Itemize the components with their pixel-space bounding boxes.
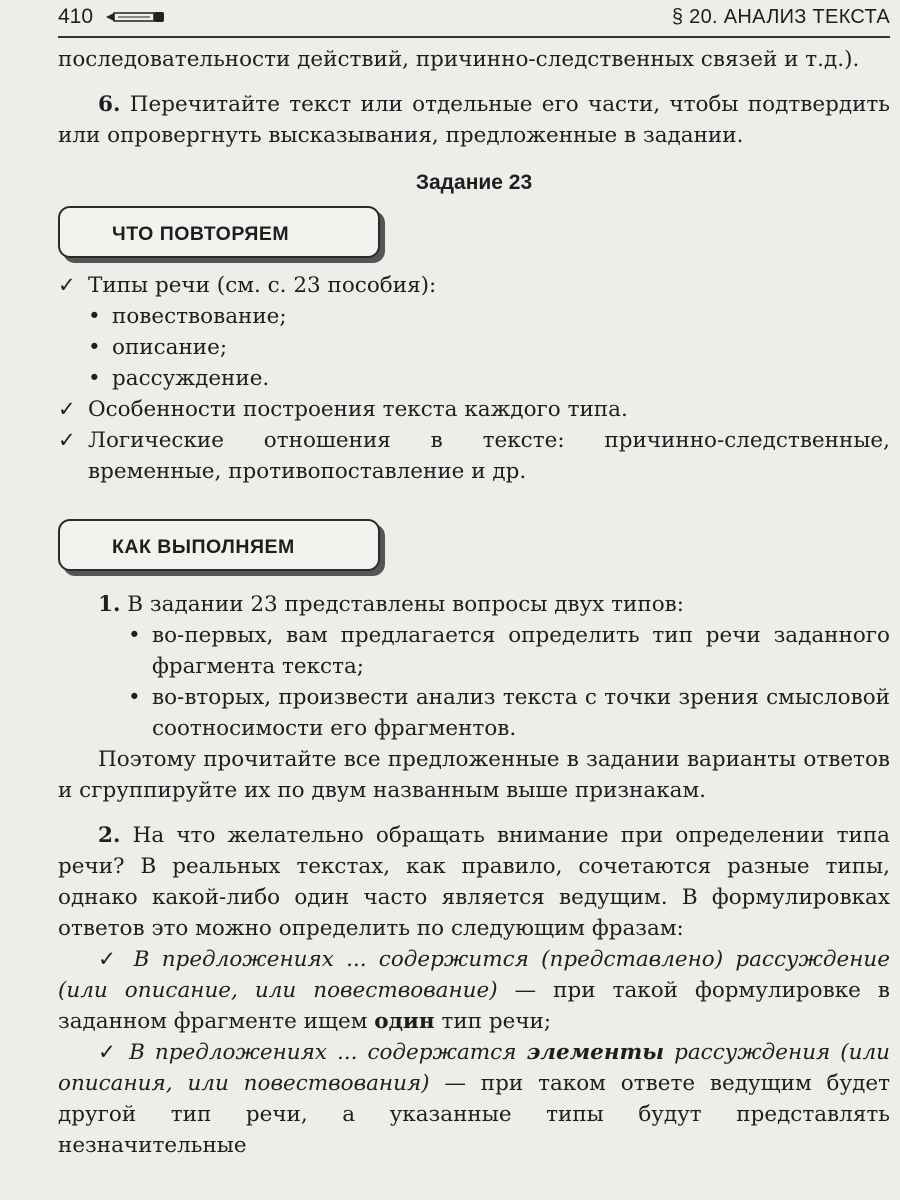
step-6-text: Перечитайте текст или отдельные его части, чтобы подтвердить или опровергнуть высказывания, предложенные в задании. [58,92,890,148]
list-item [58,682,890,744]
paragraph-number: 1. [98,592,121,617]
question-type: во-вторых, произвести анализ текста с точки зрения смысловой соотносимости его фрагментов. [152,685,890,741]
formula-2 [58,1037,890,1161]
formula-1-text-a: — при такой формулировке в заданном фрагменте ищем [58,978,890,1034]
bullet-icon: • [128,685,141,710]
repeat-item-structure [58,394,890,425]
repeat-heading: ЧТО ПОВТОРЯЕМ [112,223,290,245]
repeat-item-label: Особенности построения текста каждого типа. [88,397,628,422]
paragraph-number: 2. [98,823,121,848]
checkmark-icon: ✓ [98,1040,120,1065]
repeat-item-logic [58,425,890,487]
step-6-paragraph [58,89,890,151]
formula-1-text-b: тип речи; [434,1009,552,1034]
formula-1 [58,944,890,1037]
perform-heading-box [58,519,380,571]
bullet-icon: • [88,335,101,360]
speech-type: повествование; [112,304,287,329]
bullet-icon: • [88,304,101,329]
formula-1-italic: В предложениях ... содержится (представлено) рассуждение (или описание, или повествование) [58,947,891,1003]
paragraph-text: На что желательно обращать внимание при определении типа речи? В реальных текстах, как правило, сочетаются разные типы, однако какой-либо один часто является ведущим. В формулировках ответов это можно определить по следующим фразам: [58,823,890,941]
list-item [58,301,890,332]
section-title: § 20. АНАЛИЗ ТЕКСТА [671,6,890,28]
task-title: Задание 23 [415,171,533,194]
main-text [58,44,890,1161]
list-item [58,332,890,363]
perform-paragraph-1-after: Поэтому прочитайте все предложенные в задании варианты ответов и сгруппируйте их по двум названным выше признакам. [58,747,890,803]
pen-icon [104,10,168,24]
step-6-number: 6. [98,92,121,117]
repeat-item-label: Логические отношения в тексте: причинно-следственные, временные, противопоставление и др. [88,428,890,484]
repeat-heading-box [58,206,380,258]
formula-2-italic-bold: элементы [526,1040,665,1065]
perform-heading: КАК ВЫПОЛНЯЕМ [112,536,295,558]
repeat-item-label: Типы речи (см. с. 23 пособия): [88,273,437,298]
paragraph-text: В задании 23 представлены вопросы двух типов: [127,592,684,617]
checkmark-icon: ✓ [58,428,76,452]
speech-type: описание; [112,335,228,360]
page-number: 410 [58,5,94,28]
speech-type: рассуждение. [112,366,270,391]
repeat-item-speech-types [58,270,890,301]
checkmark-icon: ✓ [58,273,76,297]
bullet-icon: • [128,623,141,648]
formula-2-italic-a: В предложениях ... содержатся [129,1040,527,1065]
perform-paragraph-2 [58,820,890,944]
perform-paragraph-1 [58,589,890,620]
checkmark-icon: ✓ [58,397,76,421]
intro-continuation: последовательности действий, причинно-следственных связей и т.д.). [58,47,860,72]
running-header [58,2,890,38]
list-item [58,620,890,682]
bullet-icon: • [88,366,101,391]
checkmark-icon: ✓ [98,947,122,972]
list-item [58,363,890,394]
formula-2-text: — при таком ответе ведущим будет другой тип речи, а указанные типы будут представлять незначительные [58,1071,890,1158]
formula-1-bold: один [374,1009,435,1034]
question-type: во-первых, вам предлагается определить тип речи заданного фрагмента текста; [152,623,890,679]
formula-2-italic-b: рассуждения (или описания, или повествования) [58,1040,891,1096]
